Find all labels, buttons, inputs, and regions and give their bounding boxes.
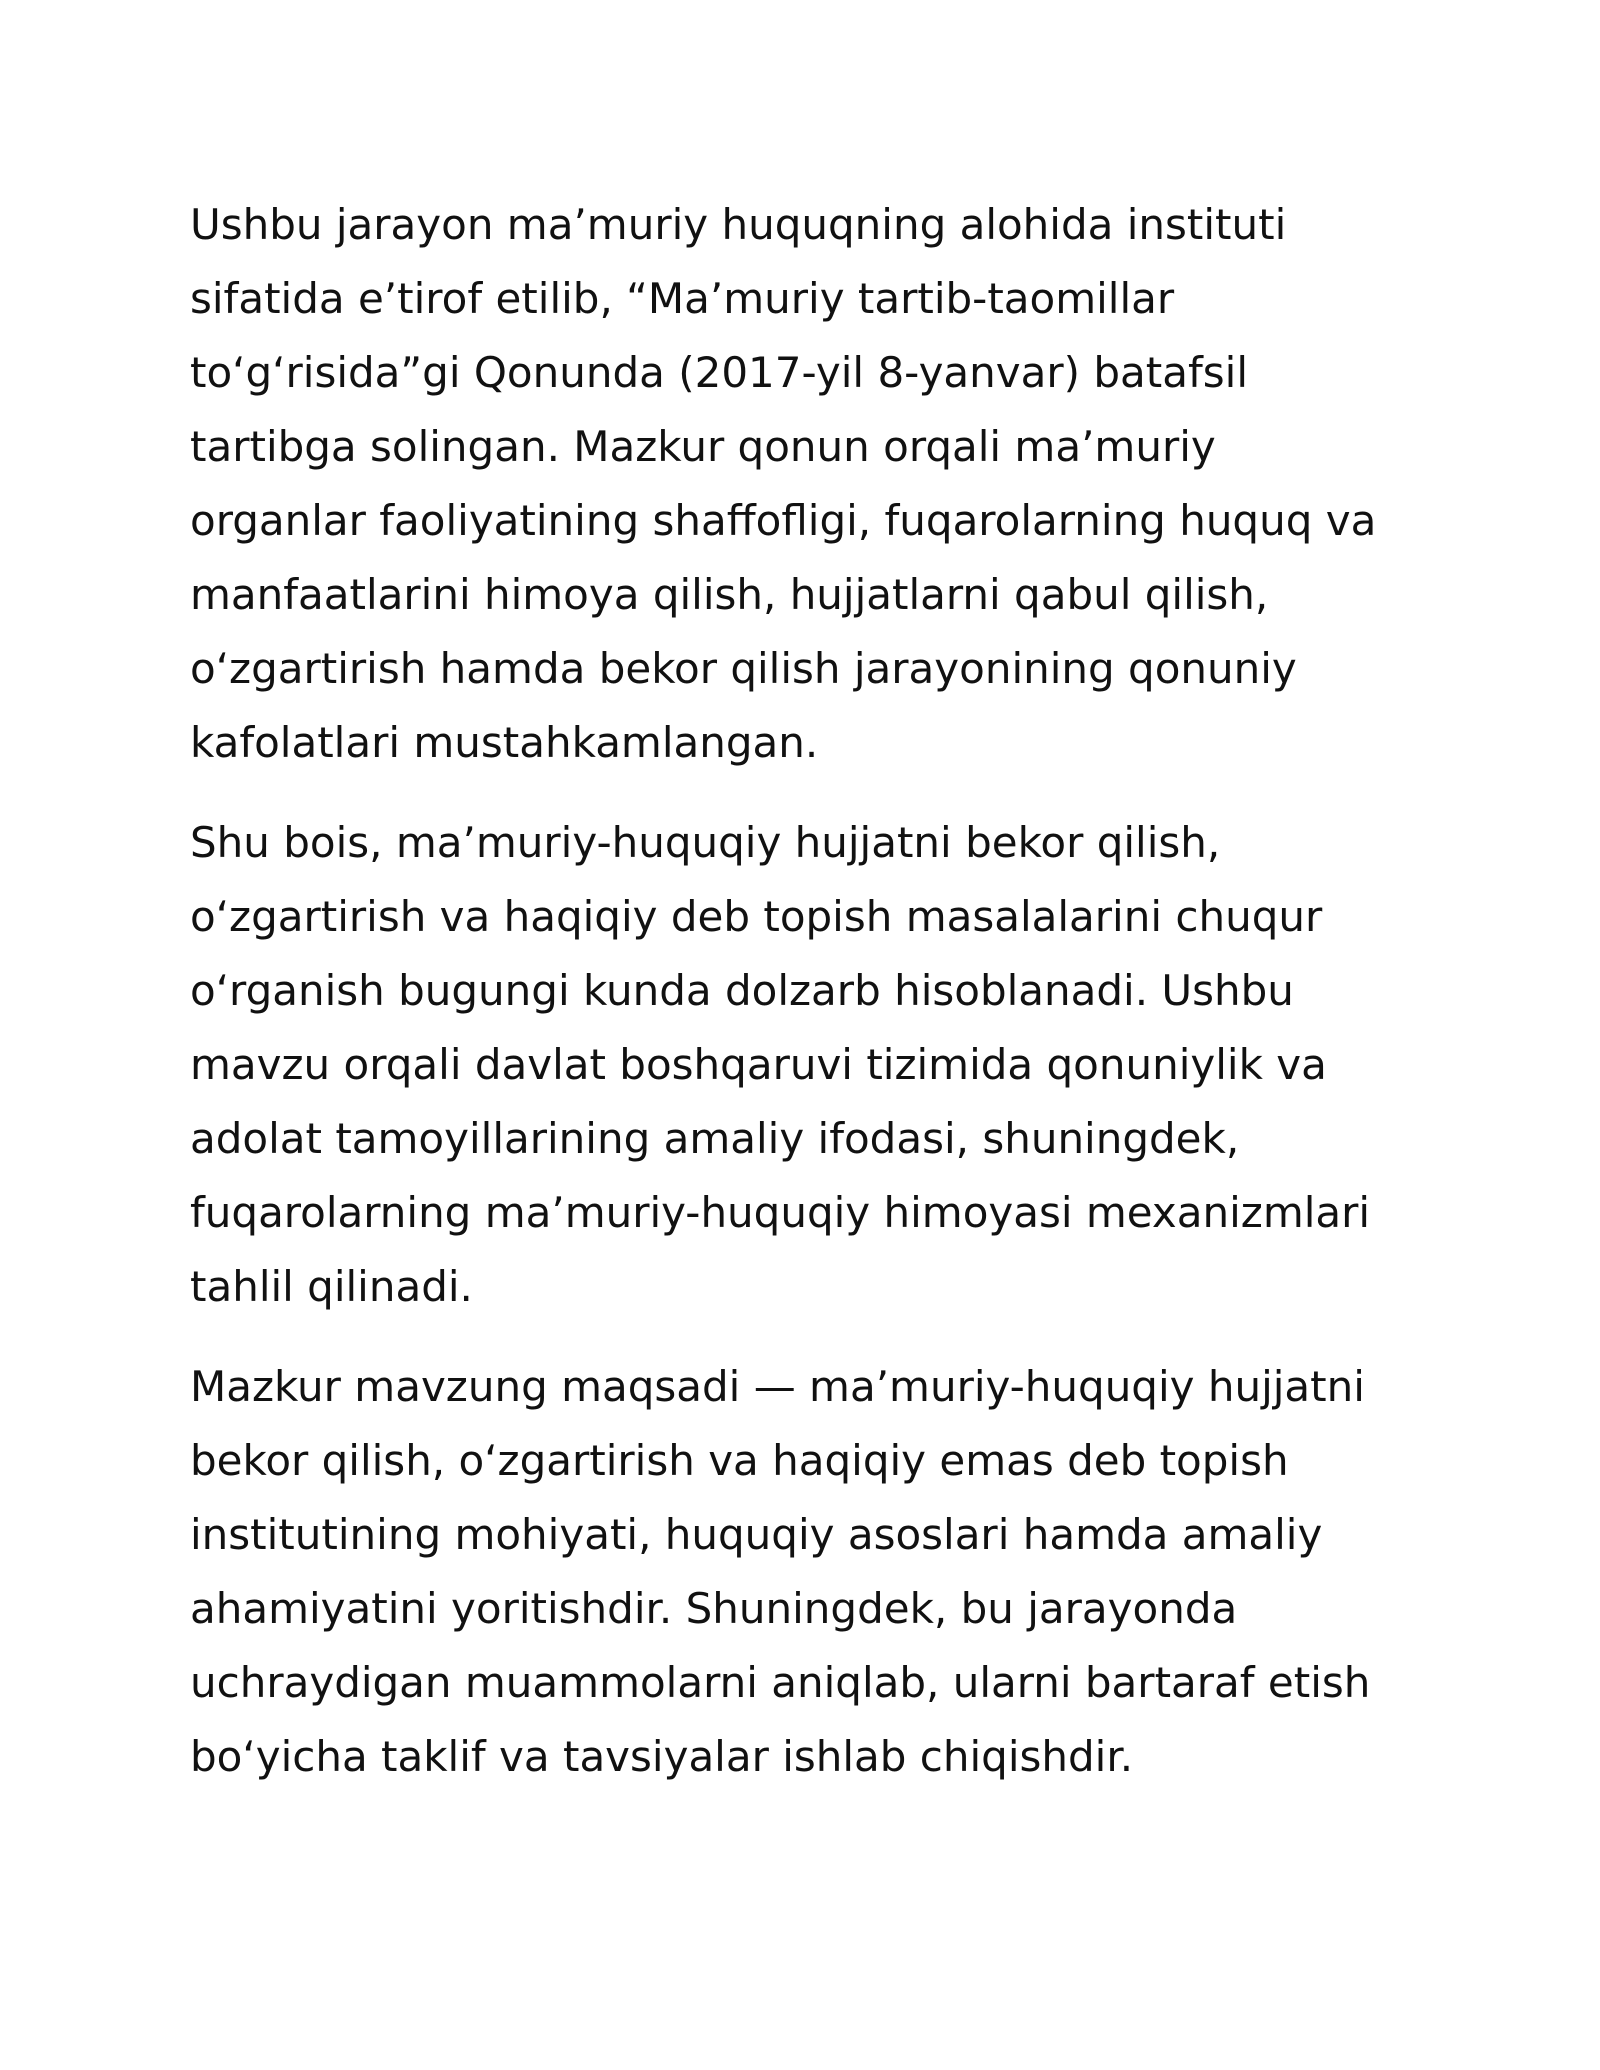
- paragraph-2: Shu bois, ma’muriy-huquqiy hujjatni bekor qilish, o‘zgartirish va haqiqiy deb topish masalalarini chuqur o‘rganish bugungi kunda dolzarb hisoblanadi. Ushbu mavzu orqali davlat boshqaruvi tizimida qonuniylik va adolat tamoyillarining amaliy ifodasi, shuningdek, fuqarolarning ma’muriy-huquqiy himoyasi mexanizmlari tahlil qilinadi.: [190, 818, 1371, 1311]
- paragraph-1: Ushbu jarayon ma’muriy huquqning alohida instituti sifatida e’tirof etilib, “Ma’muriy tartib-taomillar to‘g‘risida”gi Qonunda (2017-yil 8-yanvar) batafsil tartibga solingan. Mazkur qonun orqali ma’muriy organlar faoliyatining shaffofligi, fuqarolarning huquq va manfaatlarini himoya qilish, hujjatlarni qabul qilish, o‘zgartirish hamda bekor qilish jarayonining qonuniy kafolatlari mustahkamlangan.: [190, 200, 1377, 767]
- document-body: [190, 188, 1415, 1820]
- paragraph-3: Mazkur mavzung maqsadi — ma’muriy-huquqiy hujjatni bekor qilish, o‘zgartirish va haqiqiy emas deb topish institutining mohiyati, huquqiy asoslari hamda amaliy ahamiyatini yoritishdir. Shuningdek, bu jarayonda uchraydigan muammolarni aniqlab, ularni bartaraf etish bo‘yicha taklif va tavsiyalar ishlab chiqishdir.: [190, 1362, 1371, 1781]
